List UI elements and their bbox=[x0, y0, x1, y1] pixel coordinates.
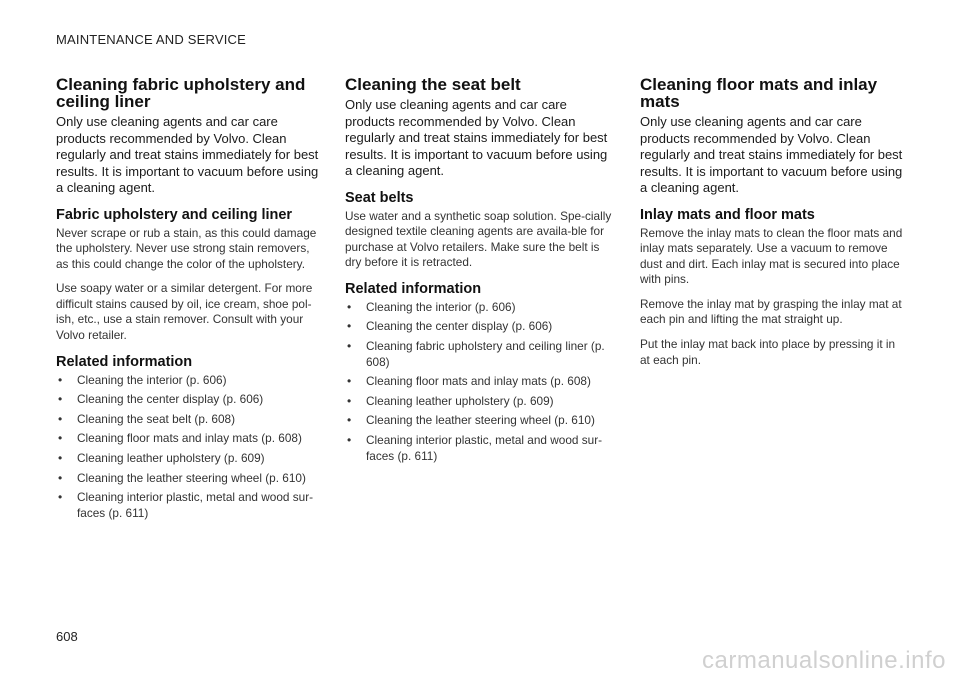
bullet-icon: • bbox=[58, 372, 63, 387]
section-title: Cleaning floor mats and inlay mats bbox=[640, 75, 878, 111]
subsection-heading: Seat belts bbox=[345, 189, 414, 206]
related-link[interactable] bbox=[56, 451, 324, 467]
watermark: carmanualsonline.info bbox=[702, 647, 946, 674]
related-link-text: Cleaning the seat belt (p. 608) bbox=[77, 411, 236, 426]
column-fabric-upholstery bbox=[56, 76, 324, 525]
body-paragraph: Use soapy water or a similar detergent. For more difficult stains caused by oil, ice cream, shoe pol-ish, etc., use a stain remover. Consult with your Volvo retailer. bbox=[56, 281, 313, 343]
related-link-text: Cleaning the interior (p. 606) bbox=[366, 299, 516, 314]
section-title: Cleaning the seat belt bbox=[345, 75, 521, 94]
bullet-icon: • bbox=[58, 431, 63, 446]
related-link[interactable] bbox=[56, 373, 324, 389]
bullet-icon: • bbox=[58, 392, 63, 407]
related-link[interactable] bbox=[56, 392, 324, 408]
bullet-icon: • bbox=[58, 411, 63, 426]
bullet-icon: • bbox=[58, 490, 63, 505]
bullet-icon: • bbox=[347, 393, 352, 408]
intro-paragraph: Only use cleaning agents and car care products recommended by Volvo. Clean regularly and treat stains immediately for best results. It is important to vacuum before using a cleaning agent. bbox=[345, 97, 608, 178]
related-link[interactable] bbox=[345, 339, 613, 370]
body-paragraph: Put the inlay mat back into place by pressing it in at each pin. bbox=[640, 337, 896, 367]
related-link[interactable] bbox=[345, 319, 613, 335]
bullet-icon: • bbox=[347, 319, 352, 334]
intro-paragraph: Only use cleaning agents and car care products recommended by Volvo. Clean regularly and treat stains immediately for best results. It is important to vacuum before using a cleaning agent. bbox=[640, 114, 903, 195]
related-links-list bbox=[345, 300, 613, 464]
related-link[interactable] bbox=[56, 490, 324, 521]
related-link-text: Cleaning fabric upholstery and ceiling liner (p. 608) bbox=[366, 339, 605, 369]
related-link[interactable] bbox=[345, 374, 613, 390]
bullet-icon: • bbox=[58, 470, 63, 485]
related-link[interactable] bbox=[56, 412, 324, 428]
subsection-heading: Inlay mats and floor mats bbox=[640, 206, 815, 223]
related-information-heading: Related information bbox=[56, 353, 193, 370]
bullet-icon: • bbox=[347, 339, 352, 354]
related-link-text: Cleaning the interior (p. 606) bbox=[77, 372, 227, 387]
related-information-heading: Related information bbox=[345, 280, 482, 297]
column-seat-belt bbox=[345, 76, 613, 468]
related-link-text: Cleaning floor mats and inlay mats (p. 608) bbox=[366, 374, 591, 389]
related-link[interactable] bbox=[345, 394, 613, 410]
related-link[interactable] bbox=[56, 431, 324, 447]
body-paragraph: Never scrape or rub a stain, as this could damage the upholstery. Never use strong stain removers, as this could change the color of the upholstery. bbox=[56, 225, 317, 271]
related-link-text: Cleaning leather upholstery (p. 609) bbox=[77, 451, 265, 466]
related-link-text: Cleaning the center display (p. 606) bbox=[77, 392, 264, 407]
related-links-list bbox=[56, 373, 324, 522]
related-link-text: Cleaning interior plastic, metal and wood sur-faces (p. 611) bbox=[77, 490, 314, 520]
intro-paragraph: Only use cleaning agents and car care products recommended by Volvo. Clean regularly and treat stains immediately for best results. It is important to vacuum before using a cleaning agent. bbox=[56, 114, 319, 195]
bullet-icon: • bbox=[347, 374, 352, 389]
body-paragraph: Remove the inlay mat by grasping the inlay mat at each pin and lifting the mat straight up. bbox=[640, 296, 902, 327]
column-floor-mats bbox=[640, 76, 908, 377]
related-link-text: Cleaning interior plastic, metal and wood sur-faces (p. 611) bbox=[366, 433, 603, 463]
body-paragraph: Use water and a synthetic soap solution. Spe-cially designed textile cleaning agents are availa-ble for purchase at Volvo retailers. Make sure the belt is dry before it is retracted. bbox=[345, 208, 612, 270]
running-header: MAINTENANCE AND SERVICE bbox=[56, 32, 247, 47]
related-link-text: Cleaning floor mats and inlay mats (p. 608) bbox=[77, 431, 302, 446]
bullet-icon: • bbox=[347, 413, 352, 428]
bullet-icon: • bbox=[58, 451, 63, 466]
related-link[interactable] bbox=[345, 300, 613, 316]
bullet-icon: • bbox=[347, 299, 352, 314]
bullet-icon: • bbox=[347, 433, 352, 448]
related-link-text: Cleaning the leather steering wheel (p. 610) bbox=[366, 413, 595, 428]
related-link[interactable] bbox=[56, 471, 324, 487]
section-title: Cleaning fabric upholstery and ceiling liner bbox=[56, 75, 306, 111]
related-link-text: Cleaning the center display (p. 606) bbox=[366, 319, 553, 334]
page-number: 608 bbox=[56, 629, 78, 644]
body-paragraph: Remove the inlay mats to clean the floor mats and inlay mats separately. Use a vacuum to remove dust and dirt. Each inlay mat is secured into place with pins. bbox=[640, 225, 903, 287]
related-link[interactable] bbox=[345, 413, 613, 429]
subsection-heading: Fabric upholstery and ceiling liner bbox=[56, 206, 293, 223]
related-link-text: Cleaning the leather steering wheel (p. 610) bbox=[77, 470, 306, 485]
related-link-text: Cleaning leather upholstery (p. 609) bbox=[366, 393, 554, 408]
related-link[interactable] bbox=[345, 433, 613, 464]
